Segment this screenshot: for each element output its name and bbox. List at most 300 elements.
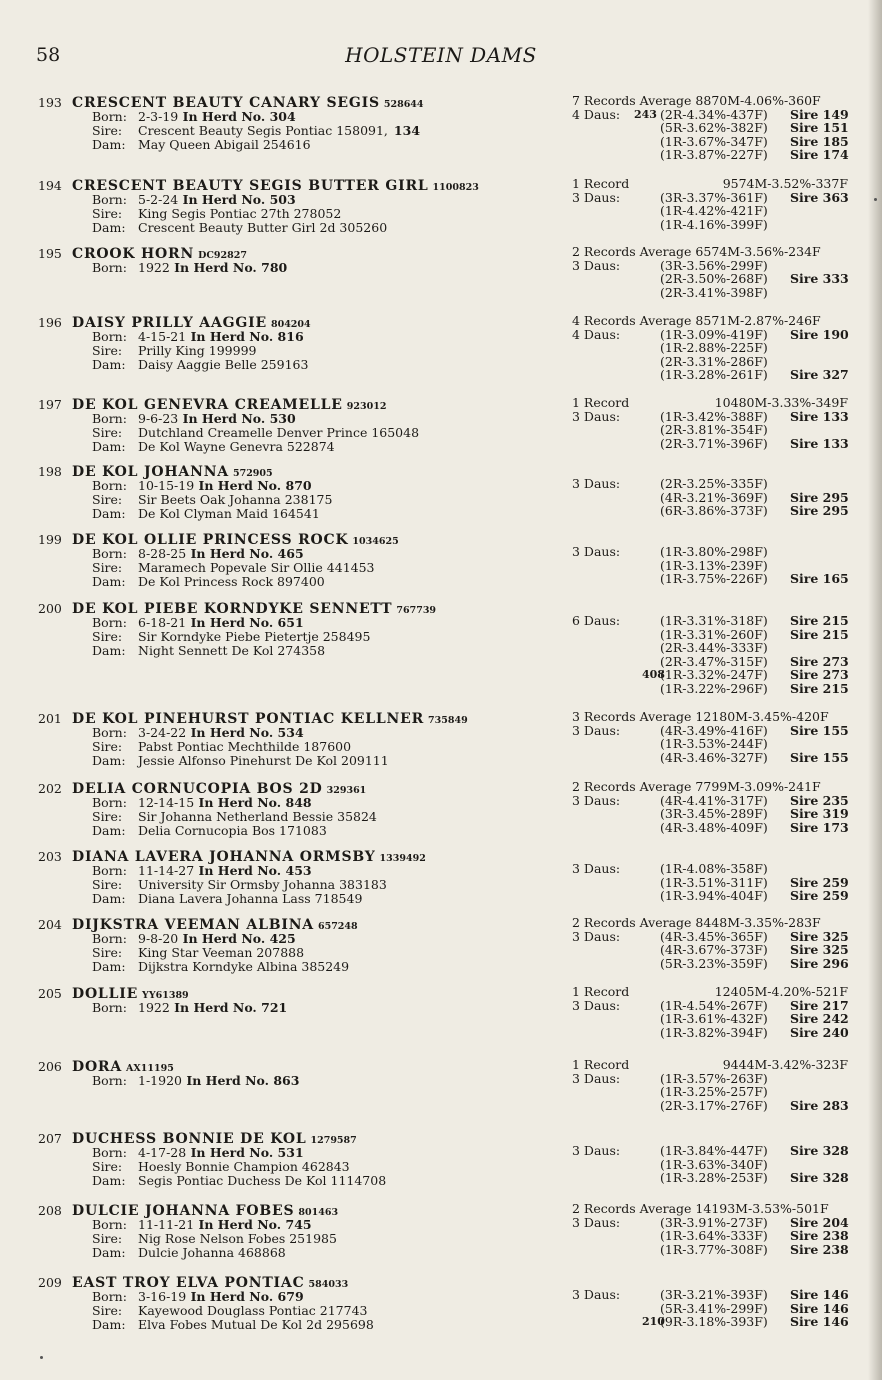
registration-number: 329361	[326, 785, 367, 796]
daughter-record-values: (1R-3.32%-247F)	[660, 667, 768, 682]
sire-reference: Sire 328	[790, 1170, 849, 1185]
herd-number: 780	[261, 260, 288, 275]
herd-number: 425	[269, 931, 296, 946]
daughter-record	[572, 1099, 872, 1113]
sire-name: Sir Beets Oak Johanna 238175	[138, 492, 333, 507]
dam-label: Dam:	[92, 891, 126, 906]
herd-label: In Herd No.	[186, 329, 278, 344]
sire-reference: Sire 146	[790, 1287, 849, 1302]
herd-number: 530	[269, 411, 296, 426]
sire-label: Sire:	[92, 809, 123, 824]
entry-pedigree	[38, 600, 558, 658]
sire-reference: Sire 273	[790, 653, 849, 669]
daughter-record	[572, 108, 872, 122]
entry-pedigree	[38, 1058, 558, 1088]
sire-line	[38, 344, 558, 358]
sire-label: Sire:	[92, 877, 123, 892]
sire-name: Maramech Popevale Sir Ollie 441453	[138, 560, 375, 575]
sire-label: Sire:	[92, 1159, 123, 1174]
daus-label: 4 Daus:	[572, 326, 621, 342]
daughter-record	[572, 614, 872, 628]
daughter-record	[572, 121, 872, 135]
herd-number: 679	[277, 1289, 304, 1304]
entry-pedigree	[38, 177, 558, 235]
entry-name-line	[38, 94, 558, 110]
daughter-record	[572, 655, 872, 669]
sire-ref: 134	[393, 123, 421, 138]
sire-label: Sire:	[92, 492, 123, 507]
sire-reference: Sire 259	[790, 874, 849, 890]
born-label: Born:	[92, 192, 127, 207]
sire-line	[38, 1304, 558, 1318]
sire-label: Sire:	[92, 629, 123, 644]
daughter-record	[572, 628, 872, 642]
entry-pedigree	[38, 245, 558, 275]
daughter-record-values: (1R-3.28%-253F)	[660, 1170, 768, 1185]
dam-line	[38, 644, 558, 658]
entry-name-line	[38, 1058, 558, 1074]
dam-name: DE KOL PINEHURST PONTIAC KELLNER	[72, 711, 425, 727]
sire-line	[38, 561, 558, 575]
born-date: 3-16-19	[138, 1289, 187, 1304]
sire-name: Hoesly Bonnie Champion 462843	[138, 1159, 350, 1174]
sire-line	[38, 810, 558, 824]
sire-label: Sire:	[92, 945, 123, 960]
herd-label: In Herd No.	[194, 478, 286, 493]
daughter-record	[572, 218, 872, 232]
daughter-record-values: (1R-3.42%-388F)	[660, 408, 768, 424]
born-line	[38, 330, 558, 344]
herd-label: In Herd No.	[186, 1289, 278, 1304]
entry-name-line	[38, 848, 558, 864]
entry-pedigree	[38, 1202, 558, 1260]
dam-line	[38, 575, 558, 589]
dam-label: Dam:	[92, 1245, 126, 1260]
entry-records	[572, 314, 872, 382]
daughter-record-values: (1R-3.28%-261F)	[660, 367, 768, 382]
sire-reference: Sire 165	[790, 571, 849, 586]
daughter-record-values: (1R-3.63%-340F)	[660, 1156, 768, 1172]
sire-reference: Sire 325	[790, 928, 849, 944]
daughter-record-values: (2R-3.41%-398F)	[660, 284, 768, 300]
dam-parent-name: Dulcie Johanna 468868	[138, 1245, 286, 1260]
daughter-record-values: (2R-3.81%-354F)	[660, 422, 768, 437]
sire-name: Dutchland Creamelle Denver Prince 165048	[138, 425, 420, 440]
entry-number: 198	[38, 464, 62, 479]
sire-reference: Sire 190	[790, 326, 849, 342]
dam-line	[38, 507, 558, 521]
daughter-record-values: (1R-3.57%-263F)	[660, 1070, 768, 1086]
records-summary	[572, 1058, 872, 1072]
daus-label: 3 Daus:	[572, 928, 621, 944]
entry-pedigree	[38, 314, 558, 372]
daus-label: 3 Daus:	[572, 476, 621, 491]
entry-name-line	[38, 314, 558, 330]
sire-reference: Sire 155	[790, 722, 849, 738]
daughter-record	[572, 545, 872, 559]
born-label: Born:	[92, 615, 127, 630]
dam-parent-name: Elva Fobes Mutual De Kol 2d 295698	[138, 1317, 374, 1332]
daughter-record-values: (1R-3.67%-347F)	[660, 133, 768, 149]
sire-reference: Sire 325	[790, 942, 849, 957]
daughter-record-values: (1R-3.31%-318F)	[660, 613, 768, 628]
daughter-record	[572, 737, 872, 751]
daughter-record	[572, 957, 872, 971]
daus-marker: 243	[634, 107, 657, 121]
sire-reference: Sire 133	[790, 408, 849, 424]
sire-name: Prilly King 199999	[138, 343, 257, 358]
sire-name: Sir Korndyke Piebe Pietertje 258495	[138, 629, 371, 644]
entry-number: 207	[38, 1131, 62, 1146]
entry-pedigree	[38, 1274, 558, 1332]
born-label: Born:	[92, 329, 127, 344]
entry-name-line	[38, 1274, 558, 1290]
herd-number: 870	[285, 478, 312, 493]
herd-label: In Herd No.	[194, 863, 286, 878]
sire-reference: Sire 238	[790, 1228, 849, 1243]
daughter-record-values: (1R-3.84%-447F)	[660, 1143, 768, 1158]
sire-label: Sire:	[92, 1303, 123, 1318]
entry-records	[572, 531, 872, 586]
dam-parent-name: Dijkstra Korndyke Albina 385249	[138, 959, 350, 974]
daughter-record	[572, 751, 872, 765]
dam-line	[38, 138, 558, 152]
daus-label: 6 Daus:	[572, 613, 621, 628]
registration-number: 657248	[317, 921, 358, 932]
dam-name: DIANA LAVERA JOHANNA ORMSBY	[72, 849, 376, 865]
daughter-record	[572, 930, 872, 944]
entry-number: 205	[38, 986, 62, 1001]
herd-label: In Herd No.	[186, 615, 278, 630]
sire-line	[38, 946, 558, 960]
record-marker: 408	[642, 668, 665, 681]
daughter-record-values: (2R-3.44%-333F)	[660, 640, 768, 655]
daughter-record	[572, 1243, 872, 1257]
dam-parent-name: Night Sennett De Kol 274358	[138, 643, 326, 658]
records-average: 2 Records Average 7799M-3.09%-241F	[572, 779, 821, 794]
records-average: 4 Records Average 8571M-2.87%-246F	[572, 313, 821, 328]
entry-pedigree	[38, 1130, 558, 1188]
dam-name: CRESCENT BEAUTY SEGIS BUTTER GIRL	[72, 178, 429, 194]
born-line	[38, 616, 558, 630]
sire-line	[38, 493, 558, 507]
entry-pedigree	[38, 848, 558, 906]
page-title: HOLSTEIN DAMS	[345, 43, 537, 67]
registration-number: YY61389	[142, 990, 189, 1001]
daughter-record	[572, 862, 872, 876]
daughter-record	[572, 668, 872, 682]
entry-name-line	[38, 463, 558, 479]
entry-name-line	[38, 710, 558, 726]
dam-line	[38, 1246, 558, 1260]
daughter-record	[572, 794, 872, 808]
daughter-record	[572, 876, 872, 890]
born-line	[38, 412, 558, 426]
daughter-record	[572, 1144, 872, 1158]
entry-records	[572, 916, 872, 970]
entry-records	[572, 245, 872, 299]
daughter-record-values: (5R-3.62%-382F)	[660, 120, 768, 135]
daughter-record-values: (1R-3.75%-226F)	[660, 571, 768, 586]
daughter-record	[572, 410, 872, 424]
page-number: 58	[36, 44, 61, 66]
registration-number: 1279587	[310, 1135, 357, 1146]
herd-label: In Herd No.	[178, 192, 270, 207]
born-label: Born:	[92, 109, 127, 124]
born-label: Born:	[92, 478, 127, 493]
born-line	[38, 796, 558, 810]
daus-label: 3 Daus:	[572, 1287, 621, 1302]
registration-number: 572905	[232, 468, 273, 479]
daughter-record-values: (4R-3.49%-416F)	[660, 722, 768, 738]
born-label: Born:	[92, 411, 127, 426]
daughter-record-values: (2R-3.31%-286F)	[660, 353, 768, 369]
sire-reference: Sire 173	[790, 819, 849, 835]
daughter-record	[572, 135, 872, 149]
records-value: 10480M-3.33%-349F	[714, 395, 848, 410]
records-summary	[572, 94, 872, 108]
sire-name: Crescent Beauty Segis Pontiac 158091,	[138, 123, 388, 138]
born-date: 1922	[138, 260, 170, 275]
born-date: 11-11-21	[138, 1217, 195, 1232]
registration-number: 804204	[270, 319, 311, 330]
sire-line	[38, 740, 558, 754]
records-summary	[572, 916, 872, 930]
dam-line	[38, 440, 558, 454]
born-line	[38, 110, 558, 124]
sire-reference: Sire 146	[790, 1314, 849, 1329]
daughter-record-values: (1R-3.22%-296F)	[660, 680, 768, 696]
daughter-record-values: (4R-3.46%-327F)	[660, 749, 768, 765]
herd-number: 816	[277, 329, 304, 344]
born-label: Born:	[92, 1289, 127, 1304]
entry-pedigree	[38, 463, 558, 521]
born-line	[38, 1001, 558, 1015]
dam-name: DIJKSTRA VEEMAN ALBINA	[72, 917, 314, 933]
ink-speck	[874, 198, 877, 201]
dam-parent-name: De Kol Clyman Maid 164541	[138, 506, 320, 521]
daughter-record-values: (1R-3.09%-419F)	[660, 326, 768, 342]
daughter-record	[572, 821, 872, 835]
born-line	[38, 1218, 558, 1232]
dam-parent-name: De Kol Princess Rock 897400	[138, 574, 325, 589]
registration-number: DC92827	[198, 250, 247, 261]
daughter-record-values: (4R-3.67%-373F)	[660, 942, 768, 957]
records-average: 3 Records Average 12180M-3.45%-420F	[572, 709, 829, 724]
entry-records	[572, 177, 872, 231]
dam-name: DE KOL JOHANNA	[72, 464, 229, 480]
dam-label: Dam:	[92, 1317, 126, 1332]
sire-reference: Sire 133	[790, 435, 849, 451]
registration-number: 923012	[346, 401, 387, 412]
herd-number: 531	[277, 1145, 304, 1160]
registration-number: 767739	[396, 605, 437, 616]
entry-number: 201	[38, 711, 62, 726]
dam-label: Dam:	[92, 823, 126, 838]
daus-label: 3 Daus:	[572, 189, 621, 205]
daughter-record-values: (1R-3.25%-257F)	[660, 1084, 768, 1099]
daughter-record	[572, 437, 872, 451]
daughter-record-values: (1R-3.61%-432F)	[660, 1011, 768, 1026]
sire-reference: Sire 363	[790, 189, 849, 205]
daughter-record-values: (1R-3.94%-404F)	[660, 888, 768, 903]
herd-number: 465	[277, 546, 304, 561]
herd-number: 651	[277, 615, 304, 630]
born-label: Born:	[92, 863, 127, 878]
daughter-record	[572, 572, 872, 586]
born-date: 9-8-20	[138, 931, 179, 946]
entry-number: 197	[38, 397, 62, 412]
daughter-record	[572, 889, 872, 903]
daughter-record	[572, 1158, 872, 1172]
daughter-record	[572, 148, 872, 162]
records-summary	[572, 177, 872, 191]
sire-reference: Sire 238	[790, 1241, 849, 1257]
born-date: 10-15-19	[138, 478, 195, 493]
sire-reference: Sire 240	[790, 1024, 849, 1040]
sire-name: Nig Rose Nelson Fobes 251985	[138, 1231, 337, 1246]
entry-pedigree	[38, 531, 558, 589]
born-label: Born:	[92, 1145, 127, 1160]
daughter-record	[572, 807, 872, 821]
sire-reference: Sire 333	[790, 271, 849, 286]
records-value: 9444M-3.42%-323F	[722, 1057, 848, 1072]
daughter-record	[572, 999, 872, 1013]
born-label: Born:	[92, 1217, 127, 1232]
born-line	[38, 261, 558, 275]
records-summary	[572, 710, 872, 724]
entry-name-line	[38, 780, 558, 796]
dam-name: DE KOL GENEVRA CREAMELLE	[72, 397, 343, 413]
dam-label: Dam:	[92, 1173, 126, 1188]
entry-name-line	[38, 396, 558, 412]
ink-speck	[40, 1356, 43, 1359]
records-value: 9574M-3.52%-337F	[722, 176, 848, 191]
dam-label: Dam:	[92, 357, 126, 372]
born-date: 12-14-15	[138, 795, 195, 810]
daus-label: 3 Daus:	[572, 257, 621, 273]
born-date: 4-17-28	[138, 1145, 187, 1160]
daughter-record-values: (1R-3.53%-244F)	[660, 736, 768, 751]
daughter-record	[572, 491, 872, 505]
registration-number: 528644	[383, 99, 424, 110]
registration-number: 1339492	[379, 853, 426, 864]
daughter-record-values: (1R-3.13%-239F)	[660, 557, 768, 573]
daughter-record-values: (1R-4.54%-267F)	[660, 997, 768, 1013]
sire-reference: Sire 296	[790, 955, 849, 971]
sire-reference: Sire 327	[790, 367, 849, 382]
daughter-record-values: (2R-3.17%-276F)	[660, 1097, 768, 1113]
daus-label: 3 Daus:	[572, 722, 621, 738]
entry-number: 206	[38, 1059, 62, 1074]
dam-label: Dam:	[92, 959, 126, 974]
born-date: 1-1920	[138, 1073, 182, 1088]
daughter-record-values: (6R-3.86%-373F)	[660, 503, 768, 518]
sire-reference: Sire 204	[790, 1214, 849, 1230]
entry-number: 209	[38, 1275, 62, 1290]
entry-name-line	[38, 245, 558, 261]
daughter-record-values: (1R-3.82%-394F)	[660, 1024, 768, 1040]
daughter-record	[572, 559, 872, 573]
sire-name: Kayewood Douglass Pontiac 217743	[138, 1303, 368, 1318]
daughter-record-values: (3R-3.45%-289F)	[660, 806, 768, 821]
daus-label: 3 Daus:	[572, 1214, 621, 1230]
entry-name-line	[38, 531, 558, 547]
herd-number: 534	[277, 725, 304, 740]
born-label: Born:	[92, 725, 127, 740]
entry-number: 195	[38, 246, 62, 261]
entry-name-line	[38, 177, 558, 193]
records-value: 12405M-4.20%-521F	[714, 984, 848, 999]
daughter-record-values: (2R-3.50%-268F)	[660, 271, 768, 286]
born-line	[38, 1146, 558, 1160]
daus-label: 3 Daus:	[572, 997, 621, 1013]
entry-number: 194	[38, 178, 62, 193]
sire-line	[38, 1160, 558, 1174]
daughter-record-values: (9R-3.18%-393F)	[660, 1314, 768, 1329]
herd-number: 848	[285, 795, 312, 810]
sire-name: King Segis Pontiac 27th 278052	[138, 206, 342, 221]
daughter-record-values: (1R-2.88%-225F)	[660, 340, 768, 355]
dam-parent-name: Crescent Beauty Butter Girl 2d 305260	[138, 220, 388, 235]
daughter-record-values: (1R-3.80%-298F)	[660, 544, 768, 559]
daughter-record	[572, 1288, 872, 1302]
daughter-record-values: (3R-3.21%-393F)	[660, 1287, 768, 1302]
born-label: Born:	[92, 795, 127, 810]
daughter-record	[572, 504, 872, 518]
sire-line	[38, 878, 558, 892]
daughter-record	[572, 1085, 872, 1099]
daughter-record-values: (1R-3.31%-260F)	[660, 626, 768, 642]
sire-reference: Sire 295	[790, 489, 849, 505]
herd-number: 453	[285, 863, 312, 878]
entry-records	[572, 780, 872, 834]
daughter-record	[572, 286, 872, 300]
dam-name: DUCHESS BONNIE DE KOL	[72, 1131, 307, 1147]
born-line	[38, 932, 558, 946]
dam-name: DAISY PRILLY AAGGIE	[72, 315, 267, 331]
dam-line	[38, 960, 558, 974]
daus-label: 3 Daus:	[572, 792, 621, 808]
born-date: 5-2-24	[138, 192, 179, 207]
entry-pedigree	[38, 710, 558, 768]
entry-number: 199	[38, 532, 62, 547]
dam-name: CRESCENT BEAUTY CANARY SEGIS	[72, 95, 380, 111]
sire-label: Sire:	[92, 425, 123, 440]
herd-number: 721	[261, 1000, 288, 1015]
daughter-record-values: (2R-3.25%-335F)	[660, 476, 768, 491]
born-line	[38, 1290, 558, 1304]
entry-records	[572, 985, 872, 1039]
sire-label: Sire:	[92, 123, 123, 138]
born-date: 2-3-19	[138, 109, 179, 124]
entry-number: 203	[38, 849, 62, 864]
dam-name: CROOK HORN	[72, 246, 195, 262]
daus-label: 3 Daus:	[572, 861, 621, 876]
dam-line	[38, 754, 558, 768]
dam-label: Dam:	[92, 574, 126, 589]
sire-label: Sire:	[92, 1231, 123, 1246]
daughter-record-values: (2R-3.47%-315F)	[660, 653, 768, 669]
dam-label: Dam:	[92, 643, 126, 658]
registration-number: AX11195	[126, 1063, 174, 1074]
entry-records	[572, 396, 872, 450]
sire-reference: Sire 283	[790, 1097, 849, 1113]
daughter-record-values: (1R-4.42%-421F)	[660, 203, 768, 218]
dam-name: DOLLIE	[72, 986, 139, 1002]
entry-pedigree	[38, 985, 558, 1015]
entry-name-line	[38, 1202, 558, 1218]
